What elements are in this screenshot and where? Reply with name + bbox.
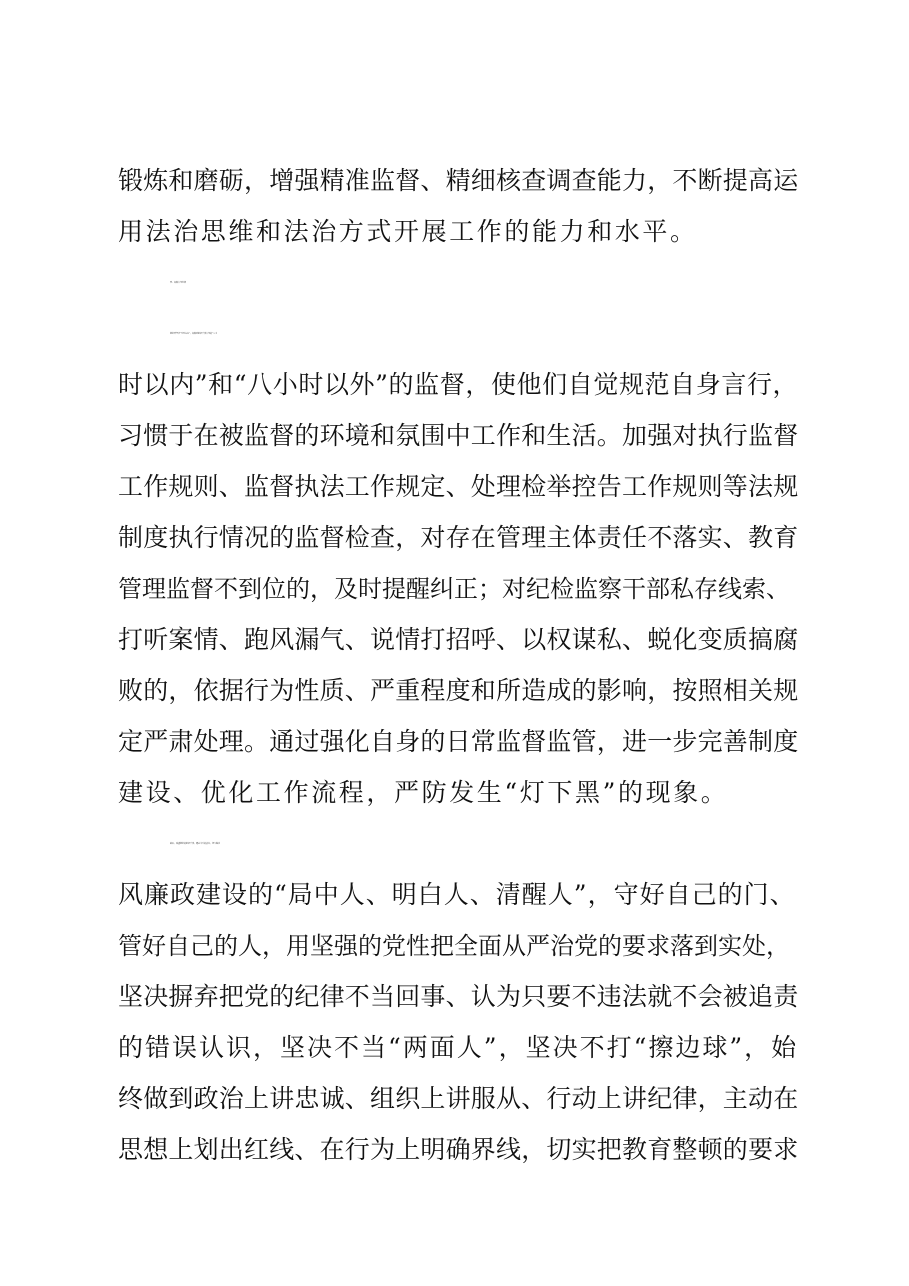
text-line: 风廉政建设的“局中人、明白人、清醒人”，守好自己的门、 bbox=[118, 880, 796, 909]
text-line: 锻炼和磨砺，增强精准监督、精细核查调查能力，不断提高运 bbox=[118, 166, 799, 195]
text-line: 习惯于在被监督的环境和氛围中工作和生活。加强对执行监督 bbox=[118, 421, 799, 450]
text-line: 管好自己的人，用坚强的党性把全面从严治党的要求落到实处， bbox=[118, 932, 790, 960]
text-line: 定严肃处理。通过强化自身的日常监督监管，进一步完善制度 bbox=[118, 727, 799, 756]
text-line: 建设、优化工作流程，严防发生“灯下黑”的现象。 bbox=[118, 778, 729, 807]
text-line: 最后，希望我们的纪检干部，通过今天的会议，切实做党 bbox=[170, 843, 221, 845]
text-line: 思想上划出红线、在行为上明确界线，切实把教育整顿的要求 bbox=[118, 1135, 799, 1164]
text-line: 的错误认识，坚决不当“两面人”，坚决不打“擦边球”，始 bbox=[118, 1033, 799, 1062]
text-line: 败的，依据行为性质、严重程度和所造成的影响，按照相关规 bbox=[118, 676, 799, 705]
text-line: 用法治思维和法治方式开展工作的能力和水平。 bbox=[118, 217, 698, 246]
text-line: 终做到政治上讲忠诚、组织上讲服从、行动上讲纪律，主动在 bbox=[118, 1084, 799, 1113]
text-line: 管理监督不到位的，及时提醒纠正；对纪检监察干部私存线索、 bbox=[118, 575, 790, 603]
section-heading: 四、加强自身监督 bbox=[170, 282, 187, 284]
text-line: 时以内”和“八小时以外”的监督，使他们自觉规范自身言行， bbox=[118, 370, 799, 399]
text-line: 坚决摒弃把党的纪律不当回事、认为只要不违法就不会被追责 bbox=[118, 982, 799, 1011]
text-line: 我们要坚持“刀刃向内”，加强对纪检干部自身的“八小 bbox=[170, 333, 218, 335]
text-line: 打听案情、跑风漏气、说情打招呼、以权谋私、蜕化变质搞腐 bbox=[118, 625, 799, 654]
text-line: 工作规则、监督执法工作规定、处理检举控告工作规则等法规 bbox=[118, 472, 799, 501]
text-line: 制度执行情况的监督检查，对存在管理主体责任不落实、教育 bbox=[118, 523, 799, 552]
